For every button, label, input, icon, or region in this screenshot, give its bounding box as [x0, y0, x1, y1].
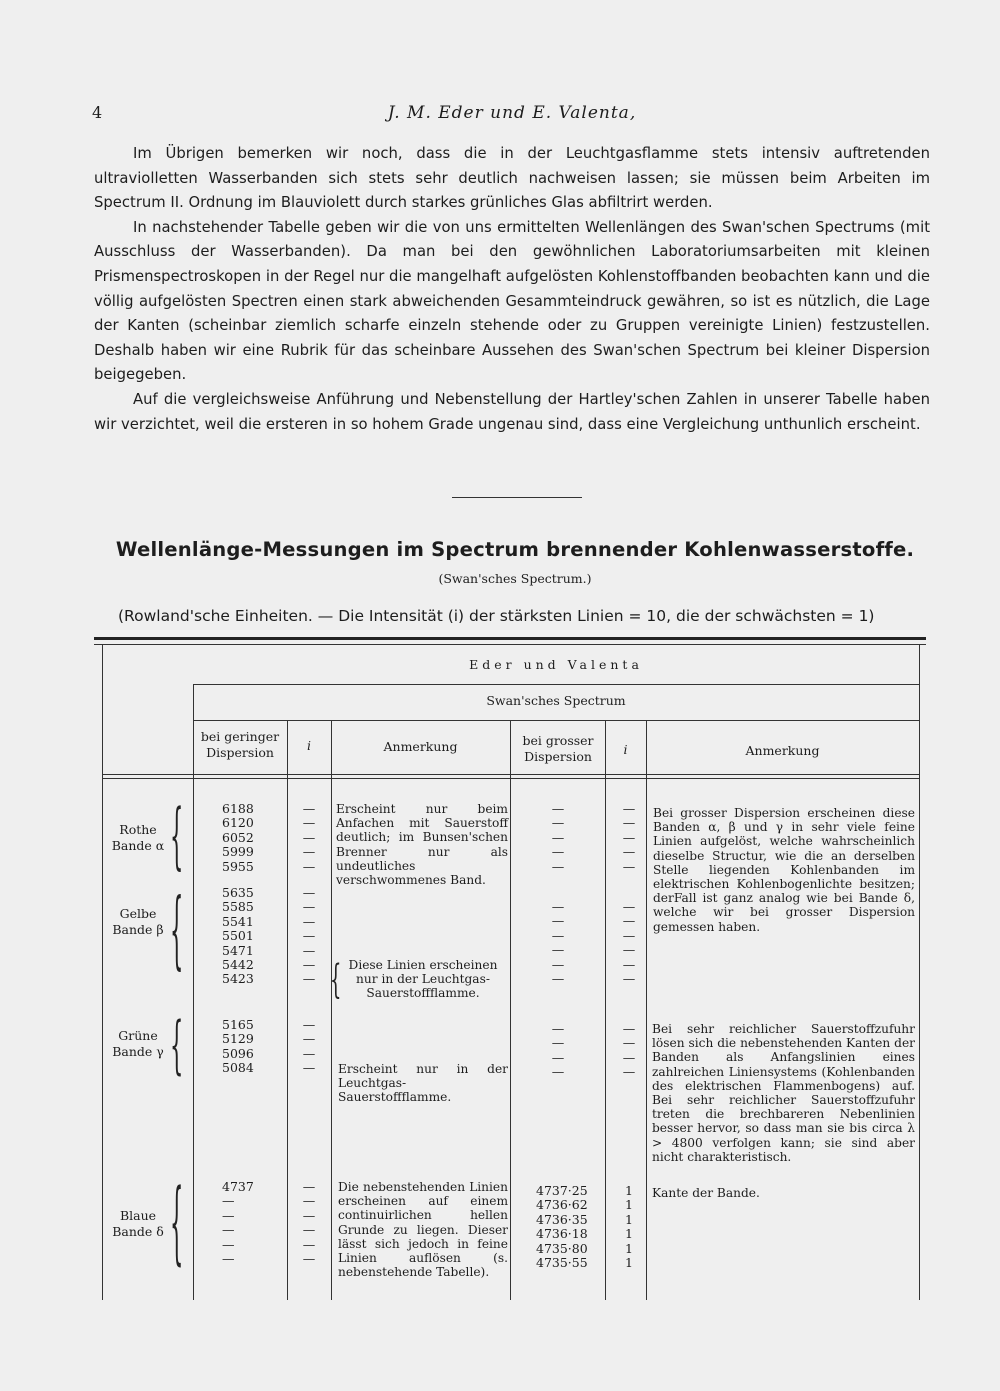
value: 5955 — [222, 858, 254, 874]
band-alpha-i2 — [614, 802, 644, 874]
brace-gamma: { — [170, 1008, 184, 1083]
value: — — [302, 1031, 316, 1047]
col-header-high-dispersion: bei grosser Dispersion — [522, 733, 594, 764]
value: — — [622, 815, 636, 831]
value: — — [622, 858, 636, 874]
value: — — [302, 928, 316, 944]
value: — — [551, 899, 565, 914]
header-group: Eder und Valenta — [469, 657, 643, 672]
header-line-4 — [102, 778, 919, 779]
header-line-3 — [102, 774, 919, 775]
value: — — [551, 1064, 565, 1080]
value: 4735·80 — [536, 1240, 588, 1256]
value: — — [302, 1193, 316, 1209]
value: — — [302, 1251, 316, 1267]
value: — — [551, 1021, 565, 1036]
header-line-1 — [193, 684, 919, 685]
value: — — [302, 829, 316, 845]
band-alpha-low-values — [222, 802, 282, 874]
band-label-gamma: Grüne Bande γ — [112, 1028, 164, 1059]
band-beta-i2 — [614, 900, 644, 986]
band-label-beta: Gelbe Bande β — [112, 906, 164, 937]
page-number: 4 — [92, 103, 103, 122]
col-sep-6 — [646, 720, 647, 1300]
running-head — [92, 103, 932, 127]
table-border-right — [919, 645, 920, 1300]
value: — — [302, 1017, 316, 1032]
value: 4736·18 — [536, 1226, 588, 1242]
band-delta-i1 — [294, 1180, 324, 1266]
col-header-remark2: Anmerkung — [745, 743, 820, 758]
value: — — [622, 1049, 636, 1065]
value: 1 — [625, 1197, 633, 1213]
col-header-i2: i — [623, 742, 628, 757]
body-text — [94, 142, 930, 437]
band-beta-remark1: Diese Linien erscheinen nur in der Leuchtgas-Sauerstoffflamme. — [348, 958, 498, 1001]
value: 1 — [625, 1211, 633, 1227]
value: — — [222, 1251, 235, 1267]
value: — — [302, 801, 316, 816]
band-alpha-remark1: Erscheint nur beim Anfachen mit Sauerstoff deutlich; im Bunsen'schen Brenner nur als undeutliches verschwommenes Band. — [336, 802, 508, 888]
value: — — [622, 942, 636, 958]
value: — — [302, 1236, 316, 1252]
value: — — [302, 1045, 316, 1061]
value: — — [302, 1207, 316, 1223]
value: 4736·62 — [536, 1197, 588, 1213]
value: — — [302, 899, 316, 915]
value: — — [551, 858, 565, 874]
band-label-alpha: Rothe Bande α — [111, 822, 165, 853]
col-header-i1: i — [307, 738, 311, 753]
value: — — [302, 1222, 316, 1238]
value: — — [302, 1179, 316, 1194]
value: 5999 — [222, 844, 254, 860]
value: 5635 — [222, 885, 254, 900]
value: — — [551, 956, 565, 972]
header-line-2 — [193, 720, 919, 721]
band-alpha-i1 — [294, 802, 324, 874]
col-sep-2 — [287, 720, 288, 1300]
value: — — [551, 829, 565, 845]
value: — — [551, 1049, 565, 1065]
band-alpha-high — [543, 802, 573, 874]
paragraph-2: In nachstehender Tabelle geben wir die von uns ermittelten Wellenlängen des Swan'schen Spectrums (mit Ausschluss der Wasserbanden). Da man bei den gewöhnlichen Laboratoriumsarbeiten mit kleinen Prismenspectroskopen in der Regel nur die mangelhaft aufgelösten Kohlenstoffbanden beobachten kann und die völlig aufgelösten Spectren einen stark abweichenden Gesammteindruck gewähren, so ist es nützlich, die Lage der Kanten (scheinbar ziemlich scharfe einzeln stehende oder zu Gruppen vereinigte Linien) festzustellen. Deshalb haben wir eine Rubrik für das scheinbare Aussehen des Swan'schen Spectrum bei kleiner Dispersion beigegeben. — [94, 218, 930, 384]
value: 4737 — [222, 1179, 254, 1194]
col-sep-4 — [510, 720, 511, 1300]
value: 5129 — [222, 1031, 254, 1047]
band-gamma-high — [543, 1022, 573, 1080]
value: — — [222, 1207, 235, 1223]
band-delta-remark2: Kante der Bande. — [652, 1186, 760, 1200]
section-divider — [452, 497, 582, 498]
band-beta-high — [543, 900, 573, 986]
band-label-delta: Blaue Bande δ — [112, 1208, 164, 1239]
value: — — [622, 927, 636, 943]
value: — — [302, 885, 316, 900]
value: — — [622, 956, 636, 972]
value: 1 — [625, 1255, 633, 1271]
value: 5165 — [222, 1017, 254, 1032]
units-note: (Rowland'sche Einheiten. — Die Intensität (i) der stärksten Linien = 10, die der schwächsten = 1) — [118, 607, 875, 625]
paragraph-3: Auf die vergleichsweise Anführung und Nebenstellung der Hartley'schen Zahlen in unserer Tabelle haben wir verzichtet, weil die ersteren in so hohem Grade ungenau sind, dass eine Vergleichung unthunlich erscheint. — [94, 390, 930, 433]
value: 5541 — [222, 913, 254, 929]
value: — — [622, 844, 636, 860]
value: 4736·35 — [536, 1211, 588, 1227]
value: — — [551, 1035, 565, 1051]
value: — — [622, 801, 636, 816]
value: — — [302, 957, 316, 973]
value: — — [622, 1064, 636, 1080]
paragraph-1: Im Übrigen bemerken wir noch, dass die in der Leuchtgasflamme stets intensiv auftretenden ultraviolletten Wasserbanden sich stets sehr deutlich nachweisen lassen; sie müssen beim Arbeiten im Spectrum II. Ordnung im Blauviolett durch starkes grünliches Glas abfiltrirt werden. — [94, 145, 930, 212]
table-border-left — [102, 645, 103, 1300]
band-beta-i1 — [294, 886, 324, 987]
value: 5423 — [222, 971, 254, 987]
col-header-low-dispersion: bei geringer Dispersion — [200, 729, 280, 760]
value: — — [222, 1222, 235, 1238]
value: 1 — [625, 1183, 633, 1198]
value: 5084 — [222, 1060, 254, 1076]
value: — — [551, 942, 565, 958]
value: 1 — [625, 1226, 633, 1242]
band-gamma-i2 — [614, 1022, 644, 1080]
band-beta-low-values — [222, 886, 282, 987]
value: — — [551, 815, 565, 831]
band-delta-low-values — [222, 1180, 282, 1266]
table-title: Wellenlänge-Messungen im Spectrum brennender Kohlenwasserstoffe. — [115, 538, 915, 561]
band-delta-remark1: Die nebenstehenden Linien erscheinen auf einem continuirlichen hellen Grunde zu liegen. Dieser lässt sich jedoch in feine Linien auflösen (s. nebenstehende Tabelle). — [338, 1180, 508, 1280]
value: — — [222, 1193, 235, 1209]
value: — — [622, 1035, 636, 1051]
value: — — [551, 927, 565, 943]
value: 5501 — [222, 928, 254, 944]
band-alpha-remark2: Bei grosser Dispersion erscheinen diese Banden α, β und γ in sehr viele feine Linien aufgelöst, welche wahrscheinlich dieselbe Structur, wie die an derselben Stelle liegenden Kohlenbanden im elektrischen Kohlenbogenlichte besitzen; derFall ist ganz analog wie bei Bande δ, welche wir bei grosser Dispersion gemessen haben. — [653, 806, 915, 934]
value: 4737·25 — [536, 1183, 588, 1198]
value: — — [622, 899, 636, 914]
value: — — [622, 913, 636, 929]
brace-delta: { — [170, 1170, 184, 1276]
value: 5096 — [222, 1045, 254, 1061]
value: — — [622, 829, 636, 845]
header-sub: Swan'sches Spectrum — [486, 693, 626, 708]
col-sep-3 — [331, 720, 332, 1300]
col-sep-1 — [193, 684, 194, 1300]
value: — — [551, 801, 565, 816]
value: — — [302, 1060, 316, 1076]
brace-beta-remark: { — [330, 956, 342, 1003]
band-delta-i2 — [614, 1184, 644, 1270]
band-delta-high — [536, 1184, 606, 1270]
band-gamma-i1 — [294, 1018, 324, 1076]
value: 6052 — [222, 829, 254, 845]
value: — — [622, 1021, 636, 1036]
value: — — [302, 971, 316, 987]
col-header-remark1: Anmerkung — [383, 739, 458, 754]
value: — — [622, 971, 636, 987]
value: — — [302, 815, 316, 831]
brace-beta: { — [170, 881, 184, 979]
value: 6120 — [222, 815, 254, 831]
value: 1 — [625, 1240, 633, 1256]
value: — — [302, 858, 316, 874]
table-top-rule-thin — [94, 644, 926, 645]
brace-alpha: { — [170, 794, 184, 878]
value: 5442 — [222, 957, 254, 973]
band-gamma-remark1: Erscheint nur in der Leuchtgas-Sauerstoffflamme. — [338, 1062, 508, 1105]
value: 5585 — [222, 899, 254, 915]
value: 6188 — [222, 801, 254, 816]
value: — — [551, 844, 565, 860]
value: — — [551, 971, 565, 987]
value: — — [551, 913, 565, 929]
value: 4735·55 — [536, 1255, 588, 1271]
value: — — [302, 913, 316, 929]
table-top-rule-thick — [94, 637, 926, 640]
band-gamma-low-values — [222, 1018, 282, 1076]
running-title: J. M. Eder und E. Valenta, — [387, 103, 637, 123]
value: — — [222, 1236, 235, 1252]
band-gamma-remark2: Bei sehr reichlicher Sauerstoffzufuhr lösen sich die nebenstehenden Kanten der Banden als Anfangslinien eines zahlreichen Liniensystems (Kohlenbanden des elektrischen Flammenbogens) auf. Bei sehr reichlicher Sauerstoffzufuhr treten die brechbareren Nebenlinien besser hervor, so dass man sie bis circa λ > 4800 verfolgen kann; sie sind aber nicht charakteristisch. — [652, 1022, 915, 1164]
value: — — [302, 844, 316, 860]
value: — — [302, 942, 316, 958]
value: 5471 — [222, 942, 254, 958]
table-subtitle: (Swan'sches Spectrum.) — [438, 571, 592, 586]
